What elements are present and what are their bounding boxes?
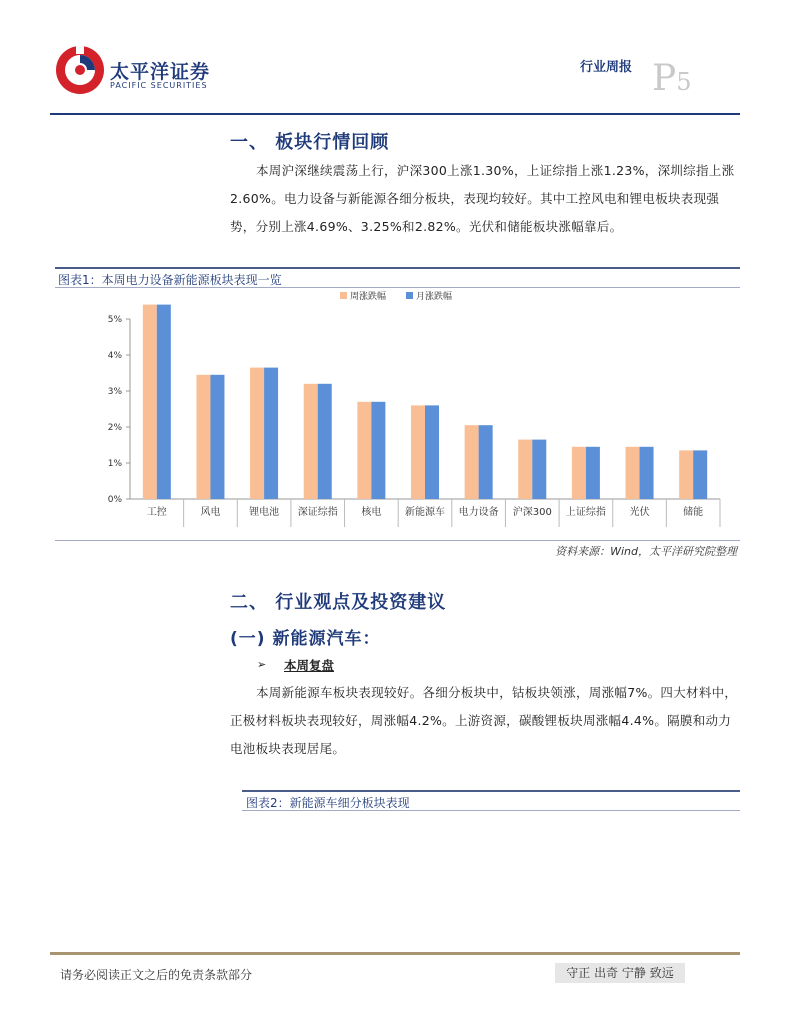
bar: [479, 425, 493, 499]
footer-divider: [50, 952, 740, 955]
bar: [518, 440, 532, 499]
bar: [465, 425, 479, 499]
figure1-caption: 图表1：本周电力设备新能源板块表现一览: [58, 273, 282, 287]
figure1-bottom-rule: [55, 540, 740, 541]
bar: [157, 305, 171, 499]
figure1-top-rule: [55, 267, 740, 269]
section2-paragraph: 本周新能源车板块表现较好。各细分板块中，钴板块领涨，周涨幅7%。四大材料中，正极材料板块表现较好，周涨幅4.2%。上游资源，碳酸锂板块周涨幅4.4%。隔膜和动力电池板块表现居尾。: [230, 685, 738, 756]
figure2-top-rule: [242, 790, 740, 792]
bar: [425, 405, 439, 499]
figure2-caption-rule: [242, 810, 740, 811]
figure2-caption: 图表2：新能源车细分板块表现: [246, 796, 410, 810]
figure1-source: 资料来源：Wind，太平洋研究院整理: [555, 545, 737, 558]
bar: [679, 450, 693, 499]
y-tick-label: 5%: [107, 315, 122, 325]
document-type: 行业周报: [580, 60, 633, 75]
bar: [304, 384, 318, 499]
legend-swatch: [340, 292, 347, 299]
section1-heading: 一、 板块行情回顾: [230, 132, 390, 153]
bar: [264, 368, 278, 499]
bar: [626, 447, 640, 499]
x-tick-label: 沪深300: [512, 507, 552, 518]
page-letter: P: [652, 58, 677, 99]
bar: [572, 447, 586, 499]
legend-label: 周涨跌幅: [350, 292, 387, 302]
bullet-arrow-icon: ➢: [257, 658, 267, 671]
logo-text-cn: 太平洋证券: [110, 61, 211, 83]
x-tick-label: 储能: [683, 507, 704, 518]
x-tick-label: 工控: [146, 507, 167, 518]
x-tick-label: 锂电池: [249, 507, 280, 518]
section1-paragraph: 本周沪深继续震荡上行，沪深300上涨1.30%，上证综指上涨1.23%，深圳综指上涨2.60%。电力设备与新能源各细分板块，表现均较好。其中工控风电和锂电板块表现强势，分别上涨4.69%、3.25%和2.82%。光伏和储能板块涨幅靠后。: [230, 163, 735, 234]
footer-motto: 守正 出奇 宁静 致远: [555, 963, 685, 983]
x-tick-label: 上证综指: [565, 507, 606, 518]
y-tick-label: 3%: [107, 387, 122, 397]
bar: [371, 402, 385, 499]
y-tick-label: 1%: [107, 459, 122, 469]
x-tick-label: 光伏: [629, 507, 650, 518]
footer-disclaimer: 请务必阅读正文之后的免责条款部分: [60, 968, 253, 982]
bar-chart: [55, 287, 740, 527]
bar: [693, 450, 707, 499]
x-tick-label: 深证综指: [297, 507, 338, 518]
bar: [318, 384, 332, 499]
section2-subheading: (一) 新能源汽车：: [230, 629, 381, 649]
legend-label: 月涨跌幅: [416, 292, 453, 302]
x-tick-label: 电力设备: [458, 507, 499, 518]
page-digit: 5: [676, 68, 692, 96]
section2-heading: 二、 行业观点及投资建议: [230, 592, 447, 613]
bar: [586, 447, 600, 499]
bar: [411, 405, 425, 499]
bar: [532, 440, 546, 499]
logo-text-en: PACIFIC SECURITIES: [110, 81, 208, 90]
legend-swatch: [406, 292, 413, 299]
bar: [357, 402, 371, 499]
bar: [210, 375, 224, 499]
y-tick-label: 0%: [107, 495, 122, 505]
bullet-label: 本周复盘: [284, 658, 335, 673]
header-divider: [50, 113, 740, 115]
logo-icon: [54, 44, 106, 96]
bar: [196, 375, 210, 499]
x-tick-label: 新能源车: [405, 507, 445, 518]
y-tick-label: 2%: [107, 423, 122, 433]
bar: [640, 447, 654, 499]
y-tick-label: 4%: [107, 351, 122, 361]
page-number: [652, 58, 692, 99]
bar: [250, 368, 264, 499]
x-tick-label: 核电: [361, 507, 382, 518]
x-tick-label: 风电: [200, 507, 221, 518]
bar: [143, 305, 157, 499]
